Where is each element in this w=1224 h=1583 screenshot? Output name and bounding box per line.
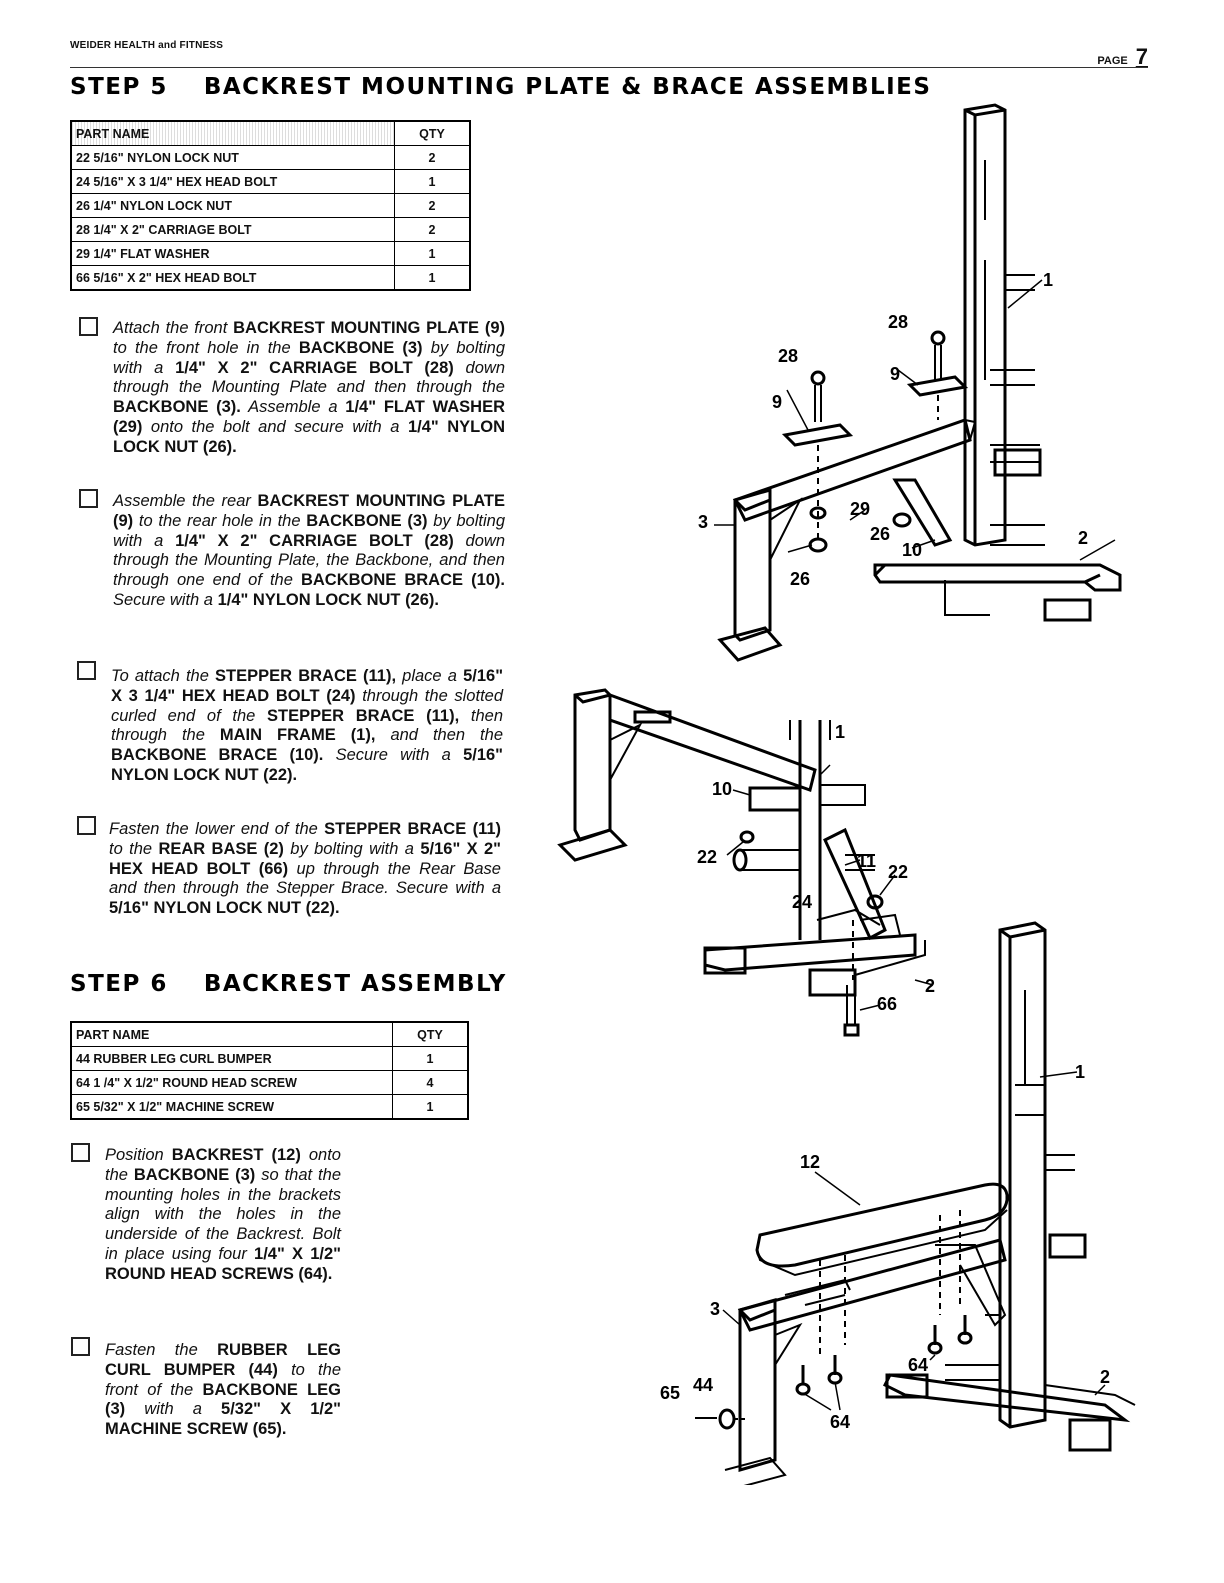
step5-instruction-4 [109,820,501,919]
instruction-text: to the front of the [105,1360,341,1399]
instruction-text: place a [396,667,464,685]
diagram2-label-2: 2 [925,976,936,996]
diagram1-label-1: 1 [1043,270,1054,290]
instruction-text: Attach the front [113,319,234,337]
qty-cell: 2 [395,194,471,218]
diagram1-label-26-rear: 26 [870,524,891,544]
instruction-bold-text: BACKREST MOUNTING PLATE (9) [233,319,505,337]
qty-cell: 1 [395,170,471,194]
instruction-bold-text: 5/16" NYLON LOCK NUT (22). [109,899,340,918]
qty-cell: 2 [395,218,471,242]
diagram1-label-28-rear: 28 [888,312,909,332]
instruction-text: down through the Mounting Plate and then through the [113,358,506,397]
instruction-text: Secure with a [113,590,218,609]
diagram1-label-10: 10 [902,540,923,560]
instruction-text: by bolting with a [113,338,505,377]
part-name-cell: 24 5/16" X 3 1/4" HEX HEAD BOLT [71,170,395,194]
qty-cell: 4 [393,1071,469,1095]
step6-parts-table [70,1021,469,1120]
diagram2-label-22-right: 22 [888,862,909,882]
diagram-mounting-plates [690,100,1150,670]
part-name-cell: 44 RUBBER LEG CURL BUMPER [71,1047,393,1071]
parts-table-row [71,1047,468,1071]
diagram2-label-1: 1 [835,722,846,742]
col-part-name: PART NAME [71,1022,393,1047]
instruction-text: to the [109,839,159,858]
diagram1-label-2: 2 [1078,528,1089,548]
instruction-bold-text: 5/16" NYLON LOCK NUT (22). [111,746,503,784]
instruction-bold-text: 1/4" X 1/2" ROUND HEAD SCREWS (64). [105,1244,341,1283]
step6-checkbox-1[interactable] [71,1143,90,1162]
instruction-bold-text: BACKBONE LEG (3) [105,1380,341,1419]
instruction-bold-text: 5/16" X 2" HEX HEAD BOLT (66) [109,839,501,878]
page-number: PAGE 7 [1097,44,1148,69]
publisher-header: WEIDER HEALTH and FITNESS [70,40,224,51]
instruction-bold-text: BACKREST MOUNTING PLATE (9) [113,492,505,530]
diagram3-label-12: 12 [800,1152,821,1172]
diagram2-label-24: 24 [792,892,813,912]
diagram3-label-1: 1 [1075,1062,1086,1082]
instruction-bold-text: BACKREST (12) [171,1146,301,1164]
instruction-bold-text: 1/4" FLAT WASHER (29) [113,398,506,436]
instruction-bold-text: MAIN FRAME (1), [219,726,376,745]
instruction-text: onto the [105,1146,341,1184]
instruction-text: Position [105,1146,172,1164]
qty-cell: 1 [393,1047,469,1071]
header-divider [70,67,1148,68]
col-qty: QTY [393,1022,469,1047]
qty-cell: 1 [395,266,471,291]
instruction-text: through the slotted curled end of the [111,686,504,725]
step6-heading: STEP 6 BACKREST ASSEMBLY [70,971,507,997]
diagram-backrest [655,915,1155,1485]
instruction-bold-text: STEPPER BRACE (11), [267,706,460,725]
qty-cell: 1 [393,1095,469,1120]
diagram2-label-11: 11 [857,851,877,871]
step5-checkbox-2[interactable] [79,489,98,508]
col-qty: QTY [395,121,471,146]
instruction-text: Assemble the rear [113,492,258,510]
instruction-bold-text: 1/4" NYLON LOCK NUT (26). [217,590,439,609]
step5-instruction-2 [113,492,505,611]
parts-table-row [71,170,470,194]
instruction-bold-text: STEPPER BRACE (11) [324,820,502,838]
qty-cell: 2 [395,146,471,170]
diagram1-label-26-front: 26 [790,569,811,589]
step5-heading: STEP 5 BACKREST MOUNTING PLATE & BRACE ASSEMBLIES [70,74,932,100]
instruction-text: to the front hole in the [113,338,299,357]
instruction-bold-text: 1/4" X 2" CARRIAGE BOLT (28) [175,358,454,377]
diagram1-label-9-front: 9 [772,392,783,412]
instruction-text: To attach the [111,667,216,685]
diagram1-label-28-front: 28 [778,346,799,366]
parts-table-row [71,146,470,170]
instruction-text: with a [125,1400,222,1419]
parts-table-row [71,242,470,266]
part-name-cell: 26 1/4" NYLON LOCK NUT [71,194,395,218]
col-part-name: PART NAME [71,121,395,146]
parts-table-row [71,218,470,242]
step5-checkbox-3[interactable] [77,661,96,680]
step6-checkbox-2[interactable] [71,1337,90,1356]
instruction-bold-text: BACKBONE (3) [306,511,428,530]
instruction-text: so that the mounting holes in the brackets align with the holes in the underside of the Backrest. Bolt in place using four [105,1165,341,1263]
instruction-bold-text: BACKBONE BRACE (10). [300,571,505,590]
diagram2-label-10: 10 [712,779,733,799]
instruction-text: Secure with a [323,746,464,765]
parts-table-row [71,1095,468,1120]
step5-checkbox-4[interactable] [77,816,96,835]
instruction-bold-text: 1/4" NYLON LOCK NUT (26). [113,417,505,456]
instruction-text: by bolting with a [283,839,421,858]
instruction-bold-text: STEPPER BRACE (11), [215,667,397,685]
instruction-bold-text: BACKBONE (3) [298,338,423,357]
instruction-text: and then the [375,726,503,745]
part-name-cell: 66 5/16" X 2" HEX HEAD BOLT [71,266,395,291]
diagram3-label-44: 44 [693,1375,714,1395]
instruction-text: Fasten the [105,1341,218,1359]
part-name-cell: 65 5/32" X 1/2" MACHINE SCREW [71,1095,393,1120]
diagram3-label-3: 3 [710,1299,721,1319]
diagram1-label-9-rear: 9 [890,364,901,384]
instruction-text: Assemble a [240,398,346,417]
instruction-text: Fasten the lower end of the [109,820,325,838]
diagram3-label-2: 2 [1100,1367,1111,1387]
instruction-bold-text: REAR BASE (2) [158,839,284,858]
diagram1-label-29: 29 [850,499,871,519]
step6-instruction-2 [105,1341,341,1440]
parts-table-row [71,194,470,218]
instruction-bold-text: RUBBER LEG CURL BUMPER (44) [105,1341,341,1379]
qty-cell: 1 [395,242,471,266]
instruction-text: to the rear hole in the [133,511,307,530]
instruction-text: up through the Rear Base and then through the Stepper Brace. Secure with a [109,859,501,898]
part-name-cell: 22 5/16" NYLON LOCK NUT [71,146,395,170]
step6-instruction-1 [105,1146,341,1285]
parts-table-row [71,266,470,291]
step5-instruction-1 [113,319,505,458]
part-name-cell: 64 1 /4" X 1/2" ROUND HEAD SCREW [71,1071,393,1095]
instruction-bold-text: BACKBONE BRACE (10). [111,746,324,765]
instruction-text: then through the [111,706,503,745]
instruction-bold-text: 5/32" X 1/2" MACHINE SCREW (65). [105,1400,341,1439]
parts-table-row [71,1071,468,1095]
instruction-text: onto the bolt and secure with a [142,417,408,436]
instruction-bold-text: BACKBONE (3). [113,398,241,417]
diagram3-label-64-right: 64 [908,1355,929,1375]
diagram1-label-3: 3 [698,512,709,532]
diagram3-label-64-left: 64 [830,1412,851,1432]
instruction-bold-text: 1/4" X 2" CARRIAGE BOLT (28) [175,531,454,550]
instruction-text: by bolting with a [113,511,505,550]
diagram2-label-22-left: 22 [697,847,718,867]
part-name-cell: 28 1/4" X 2" CARRIAGE BOLT [71,218,395,242]
instruction-bold-text: BACKBONE (3) [133,1165,256,1184]
diagram3-label-65: 65 [660,1383,681,1403]
step5-checkbox-1[interactable] [79,317,98,336]
instruction-text: down through the Mounting Plate, the Backbone, and then through one end of the [113,531,506,590]
step5-instruction-3 [111,667,503,786]
part-name-cell: 29 1/4" FLAT WASHER [71,242,395,266]
diagram2-label-66: 66 [877,994,898,1014]
instruction-bold-text: 5/16" X 3 1/4" HEX HEAD BOLT (24) [111,667,504,705]
step5-parts-table [70,120,471,291]
